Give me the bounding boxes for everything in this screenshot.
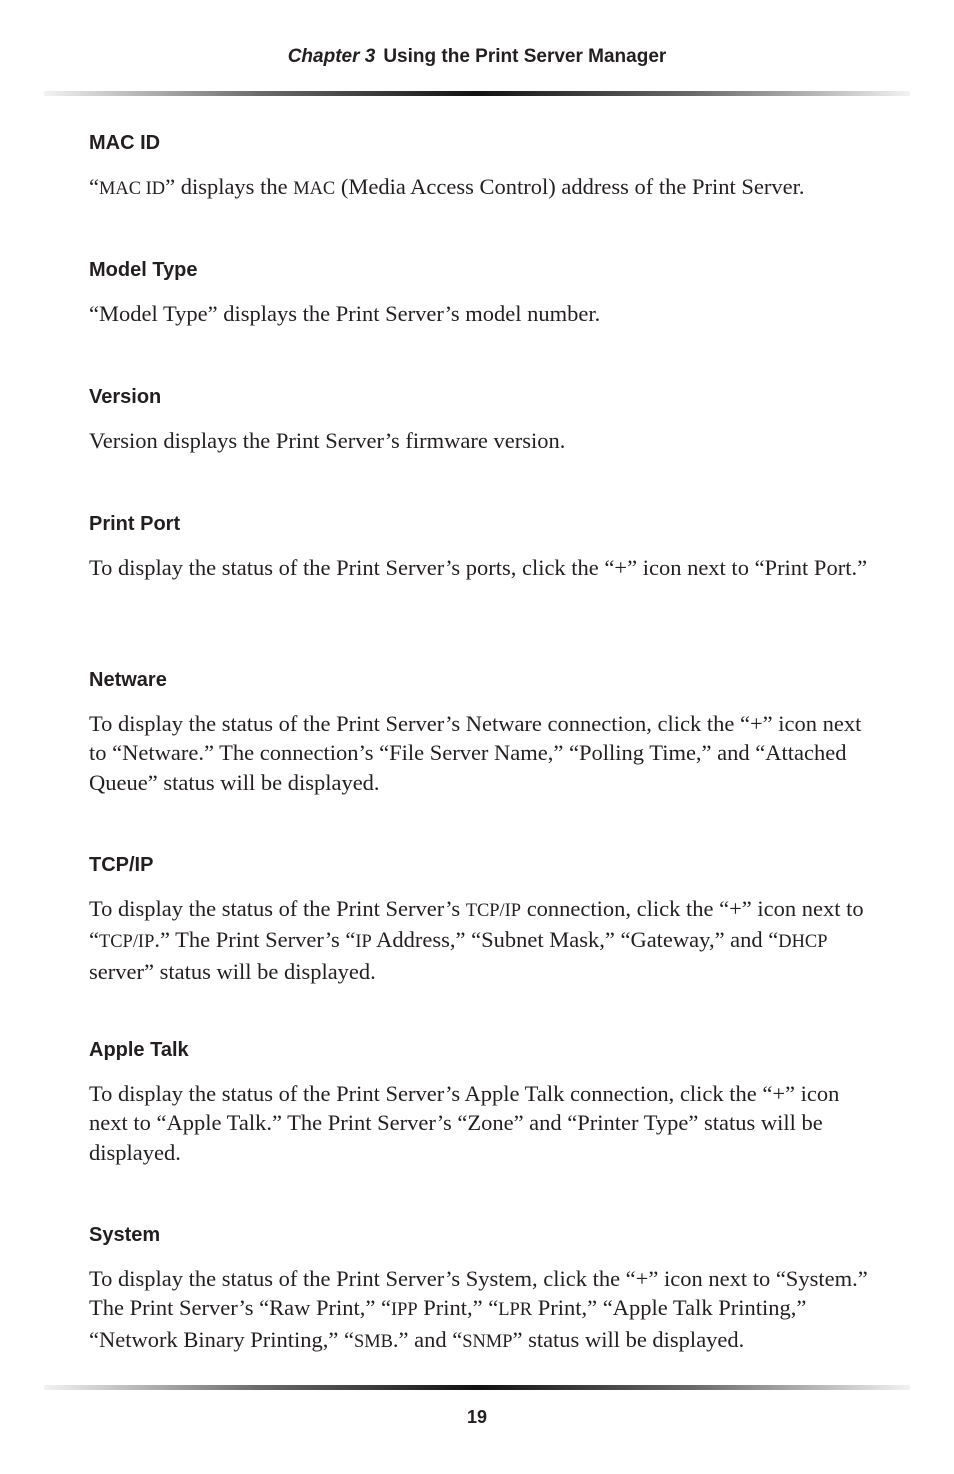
section-heading: Netware — [89, 669, 167, 691]
chapter-label: Chapter 3 — [287, 46, 376, 67]
section-body: “MAC ID” displays the MAC (Media Access Control) address of the Print Server. — [89, 174, 805, 199]
section-heading: MAC ID — [89, 132, 161, 154]
section-body: To display the status of the Print Server’s Apple Talk connection, click the “+” icon next to “Apple Talk.” The Print Server’s “Zone” and “Printer Type” status will be displayed. — [89, 1081, 840, 1165]
section-body: Version displays the Print Server’s firmware version. — [89, 428, 566, 453]
page-number: 19 — [466, 1407, 488, 1427]
section-tcp-ip — [89, 853, 874, 986]
footer-rule — [44, 1385, 910, 1390]
section-heading: Apple Talk — [89, 1039, 189, 1061]
section-heading: System — [89, 1224, 161, 1246]
section-heading: Version — [89, 386, 162, 408]
section-body: To display the status of the Print Server’s Netware connection, click the “+” icon next to “Netware.” The connection’s “File Server Name,” “Polling Time,” and “Attached Queue” status will be displayed. — [89, 711, 862, 795]
chapter-title: Using the Print Server Manager — [383, 46, 667, 67]
section-body: To display the status of the Print Server’s TCP/IP connection, click the “+” icon next to “TCP/IP.” The Print Server’s “IP Address,” “Subnet Mask,” “Gateway,” and “DHCP server” status will be displayed. — [89, 896, 864, 984]
section-netware — [89, 668, 874, 797]
section-print-port — [89, 512, 874, 582]
section-heading: TCP/IP — [89, 854, 154, 876]
section-system — [89, 1223, 874, 1356]
section-apple-talk — [89, 1038, 874, 1167]
section-mac-id — [89, 131, 874, 203]
section-heading: Model Type — [89, 259, 198, 281]
section-body: To display the status of the Print Server’s ports, click the “+” icon next to “Print Port.” — [89, 555, 868, 580]
section-version — [89, 385, 874, 455]
section-model-type — [89, 258, 874, 328]
section-heading: Print Port — [89, 513, 181, 535]
section-body: “Model Type” displays the Print Server’s model number. — [89, 301, 601, 326]
section-body: To display the status of the Print Server’s System, click the “+” icon next to “System.” The Print Server’s “Raw Print,” “IPP Print,” “LPR Print,” “Apple Talk Printing,” “Network Binary Printing,” “SMB.” and “SNMP” status will be displayed. — [89, 1266, 868, 1352]
header-rule — [44, 91, 910, 96]
running-header — [0, 46, 954, 68]
